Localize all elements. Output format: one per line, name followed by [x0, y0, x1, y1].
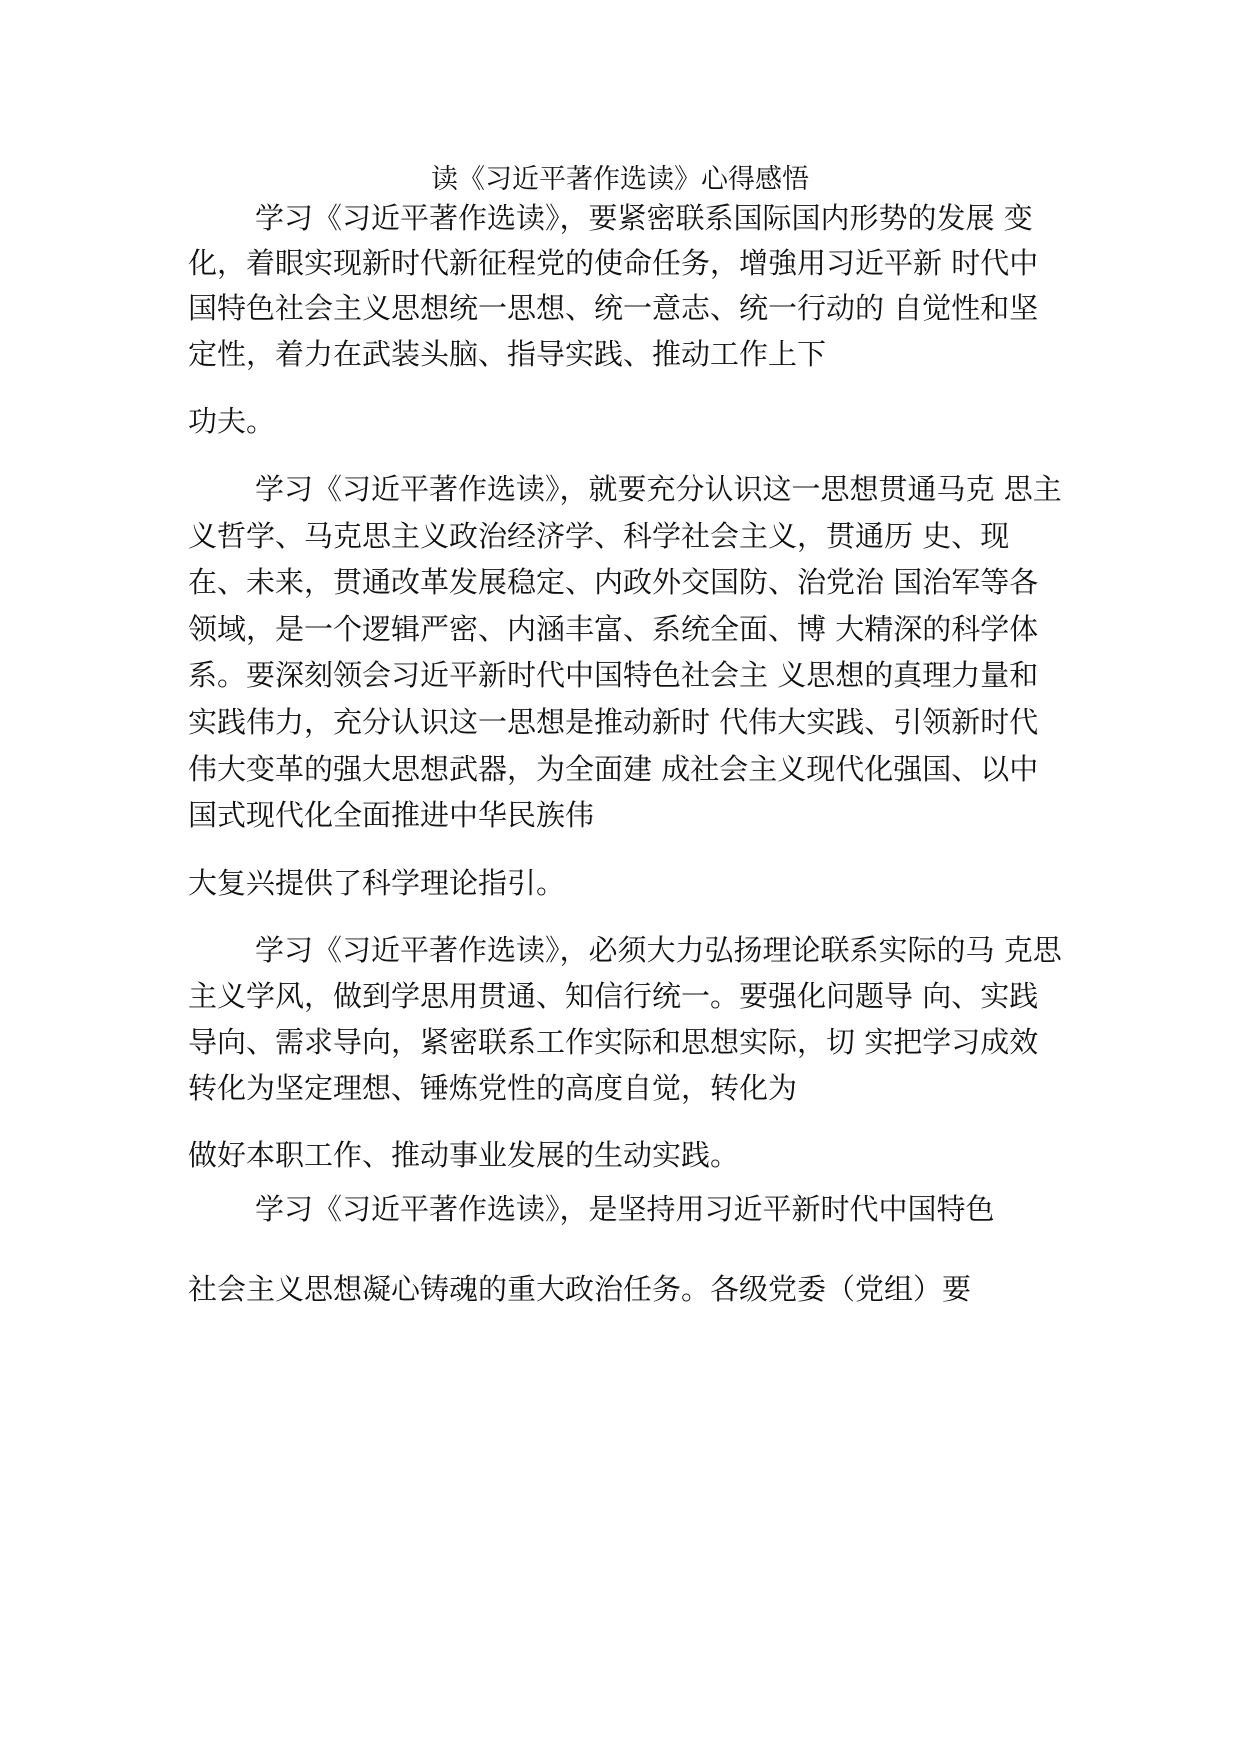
text-line: 转化为坚定理想、锤炼党性的高度自觉，转化为 [188, 1071, 798, 1105]
text-line: 学习《习近平著作选读》，就要充分认识这一思想贯通马克 思主 [255, 472, 1062, 506]
text-line: 伟大变革的强大思想武器，为全面建 成社会主义现代化强国、以中 [188, 752, 1039, 786]
text-line: 社会主义思想凝心铸魂的重大政治任务。各级党委（党组）要 [188, 1272, 972, 1306]
text-line: 学习《习近平著作选读》，是坚持用习近平新时代中国特色 [255, 1192, 995, 1226]
text-line: 在、未来，贯通改革发展稳定、内政外交国防、治党治 国治军等各 [188, 565, 1039, 599]
text-line: 系。要深刻领会习近平新时代中国特色社会主 义思想的真理力量和 [188, 658, 1039, 692]
text-line: 学习《习近平著作选读》，要紧密联系国际国内形势的发展 变 [255, 201, 1033, 235]
text-line: 化，着眼实现新时代新征程党的使命任务，增強用习近平新 时代中 [188, 246, 1039, 280]
text-line: 领域，是一个逻辑严密、内涵丰富、系统全面、博 大精深的科学体 [188, 612, 1039, 646]
text-line: 义哲学、马克思主义政治经济学、科学社会主义，贯通历 史、现 [188, 519, 1010, 553]
text-line: 国式现代化全面推进中华民族伟 [188, 798, 595, 832]
text-line: 导向、需求导向，紧密联系工作实际和思想实际，切 实把学习成效 [188, 1025, 1039, 1059]
text-line: 实践伟力，充分认识这一思想是推动新时 代伟大实践、引领新时代 [188, 705, 1039, 739]
text-line: 学习《习近平著作选读》，必须大力弘扬理论联系实际的马 克思 [255, 933, 1062, 967]
text-line: 功夫。 [188, 404, 276, 438]
text-line: 大复兴提供了科学理论指引。 [188, 866, 566, 900]
text-line: 定性，着力在武装头脑、指导实践、推动工作上下 [188, 337, 827, 371]
text-line: 国特色社会主义思想统一思想、统一意志、统一行动的 自觉性和坚 [188, 291, 1039, 325]
text-line: 做好本职工作、推动事业发展的生动实践。 [188, 1138, 740, 1172]
text-line: 主义学风，做到学思用贯通、知信行统一。要强化问题导 向、实践 [188, 979, 1039, 1013]
document-title: 读《习近平著作选读》心得感悟 [431, 164, 809, 195]
